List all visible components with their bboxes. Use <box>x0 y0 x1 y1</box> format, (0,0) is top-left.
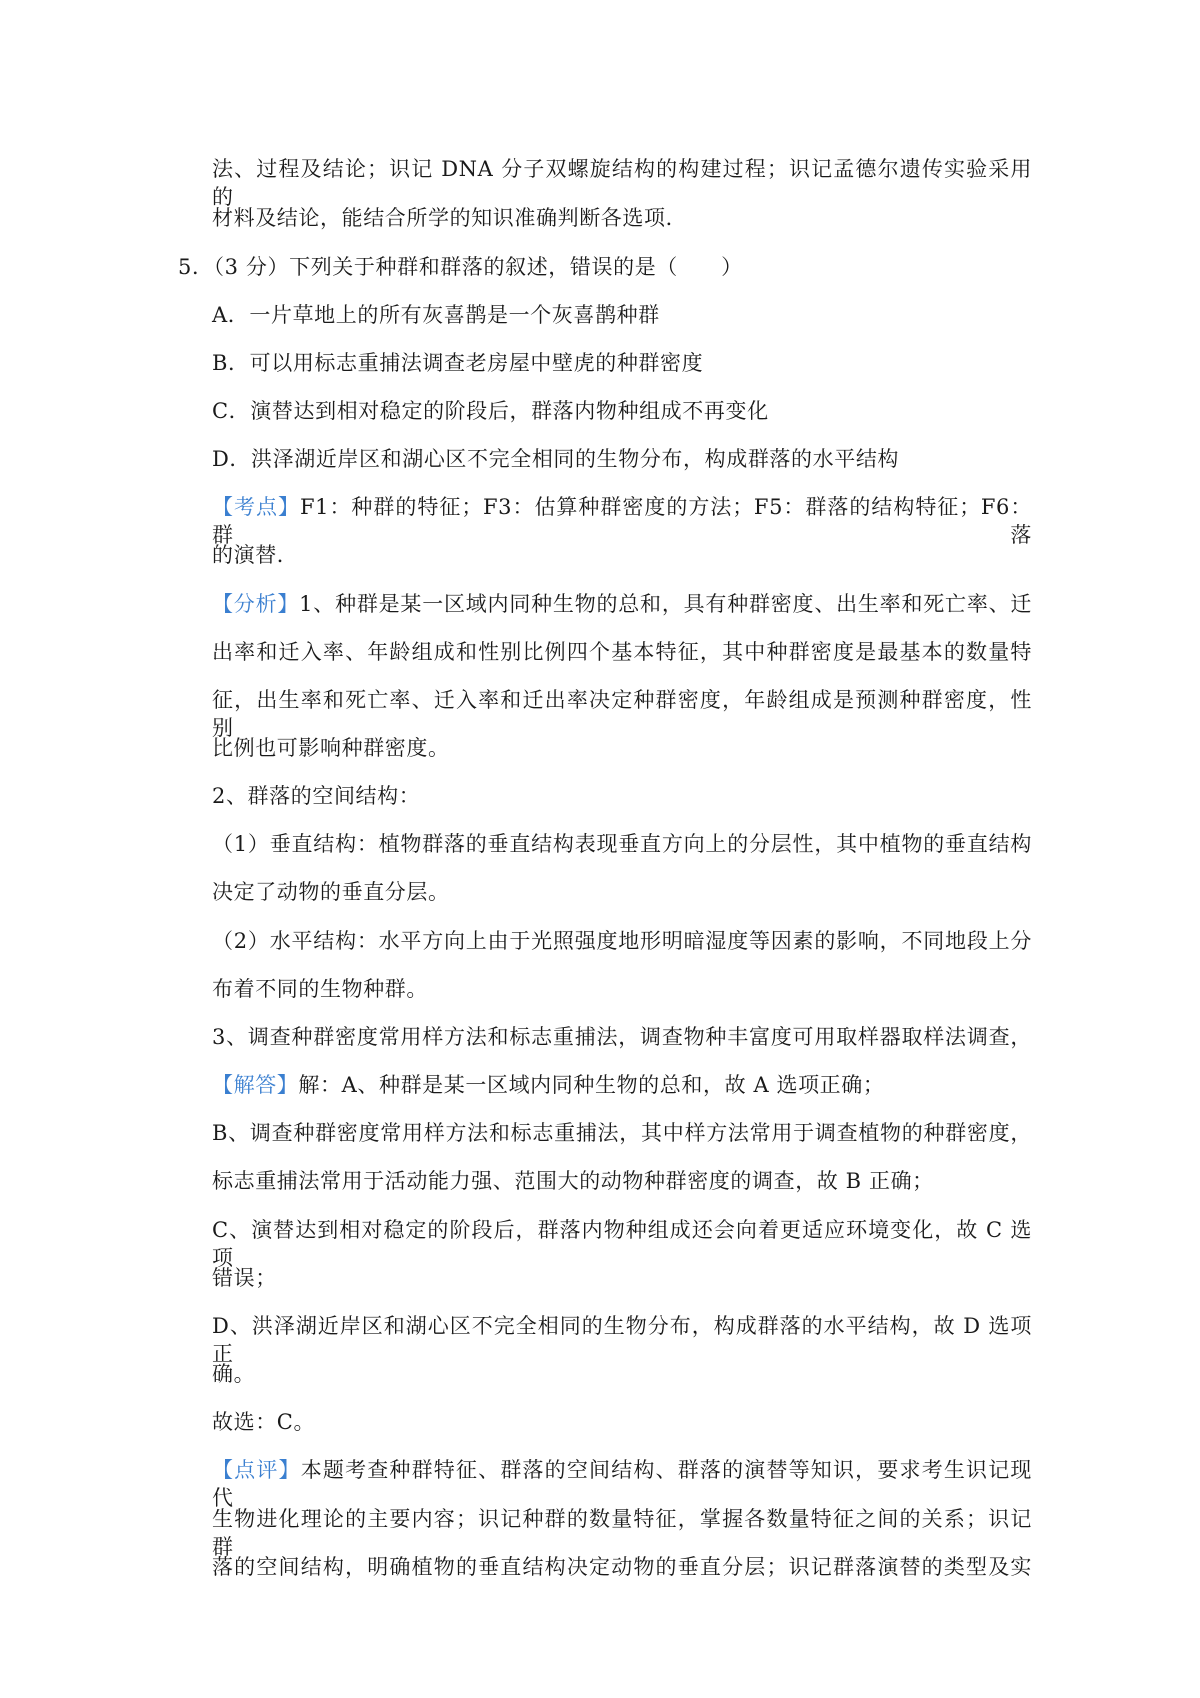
text-line: B、调查种群密度常用样方法和标志重捕法，其中样方法常用于调查植物的种群密度， <box>212 1121 1032 1145</box>
dianping-text: 本题考查种群特征、群落的空间结构、群落的演替等知识，要求考生识记现代 <box>212 1458 1033 1510</box>
text-line: 布着不同的生物种群。 <box>212 977 428 1001</box>
answer-line: 故选：C。 <box>212 1410 316 1434</box>
dianping-line <box>212 1456 1032 1512</box>
fenxi-tag: 【分析】 <box>212 592 300 616</box>
text-line: 的演替． <box>212 543 299 567</box>
text-line: C、演替达到相对稳定的阶段后，群落内物种组成还会向着更适应环境变化，故 C 选项 <box>212 1218 1032 1270</box>
question-5-stem: 5．（3 分）下列关于种群和群落的叙述，错误的是（ ） <box>178 255 743 279</box>
text-line: 征，出生率和死亡率、迁入率和迁出率决定种群密度，年龄组成是预测种群密度，性别 <box>212 688 1032 740</box>
text-line: 法、过程及结论；识记 DNA 分子双螺旋结构的构建过程；识记孟德尔遗传实验采用的 <box>212 157 1032 209</box>
text-line: 落的空间结构，明确植物的垂直结构决定动物的垂直分层；识记群落演替的类型及实 <box>212 1555 1032 1579</box>
jieda-text: 解：A、种群是某一区域内同种生物的总和，故 A 选项正确； <box>298 1073 885 1097</box>
text-line: 生物进化理论的主要内容；识记种群的数量特征，掌握各数量特征之间的关系；识记群 <box>212 1507 1032 1559</box>
text-line: （2）水平结构：水平方向上由于光照强度地形明暗湿度等因素的影响，不同地段上分 <box>212 929 1032 953</box>
jieda-line <box>212 1071 1032 1099</box>
option-d: D．洪泽湖近岸区和湖心区不完全相同的生物分布，构成群落的水平结构 <box>212 447 900 471</box>
kaodian-tag: 【考点】 <box>212 495 300 519</box>
text-line: 决定了动物的垂直分层。 <box>212 880 450 904</box>
fenxi-line <box>212 590 1032 618</box>
text-line: （1）垂直结构：植物群落的垂直结构表现垂直方向上的分层性，其中植物的垂直结构 <box>212 832 1032 856</box>
text-line: 2、群落的空间结构： <box>212 784 421 808</box>
text-line: 出率和迁入率、年龄组成和性别比例四个基本特征，其中种群密度是最基本的数量特 <box>212 640 1032 664</box>
option-a: A．一片草地上的所有灰喜鹊是一个灰喜鹊种群 <box>212 303 660 327</box>
text-line: 3、调查种群密度常用样方法和标志重捕法，调查物种丰富度可用取样器取样法调查， <box>212 1025 1032 1049</box>
text-line: 材料及结论，能结合所学的知识准确判断各选项． <box>212 206 688 230</box>
text-line: D、洪泽湖近岸区和湖心区不完全相同的生物分布，构成群落的水平结构，故 D 选项正 <box>212 1314 1032 1366</box>
option-c: C．演替达到相对稳定的阶段后，群落内物种组成不再变化 <box>212 399 769 423</box>
text-line: 比例也可影响种群密度。 <box>212 736 450 760</box>
jieda-tag: 【解答】 <box>212 1073 299 1097</box>
text-line: 确。 <box>212 1362 256 1386</box>
dianping-tag: 【点评】 <box>212 1458 301 1482</box>
kaodian-text: F1：种群的特征；F3：估算种群密度的方法；F5：群落的结构特征；F6：群落 <box>212 495 1032 547</box>
text-line: 错误； <box>212 1266 277 1290</box>
option-b: B．可以用标志重捕法调查老房屋中壁虎的种群密度 <box>212 351 704 375</box>
fenxi-text: 1、种群是某一区域内同种生物的总和，具有种群密度、出生率和死亡率、迁 <box>299 592 1032 616</box>
text-line: 标志重捕法常用于活动能力强、范围大的动物种群密度的调查，故 B 正确； <box>212 1169 934 1193</box>
